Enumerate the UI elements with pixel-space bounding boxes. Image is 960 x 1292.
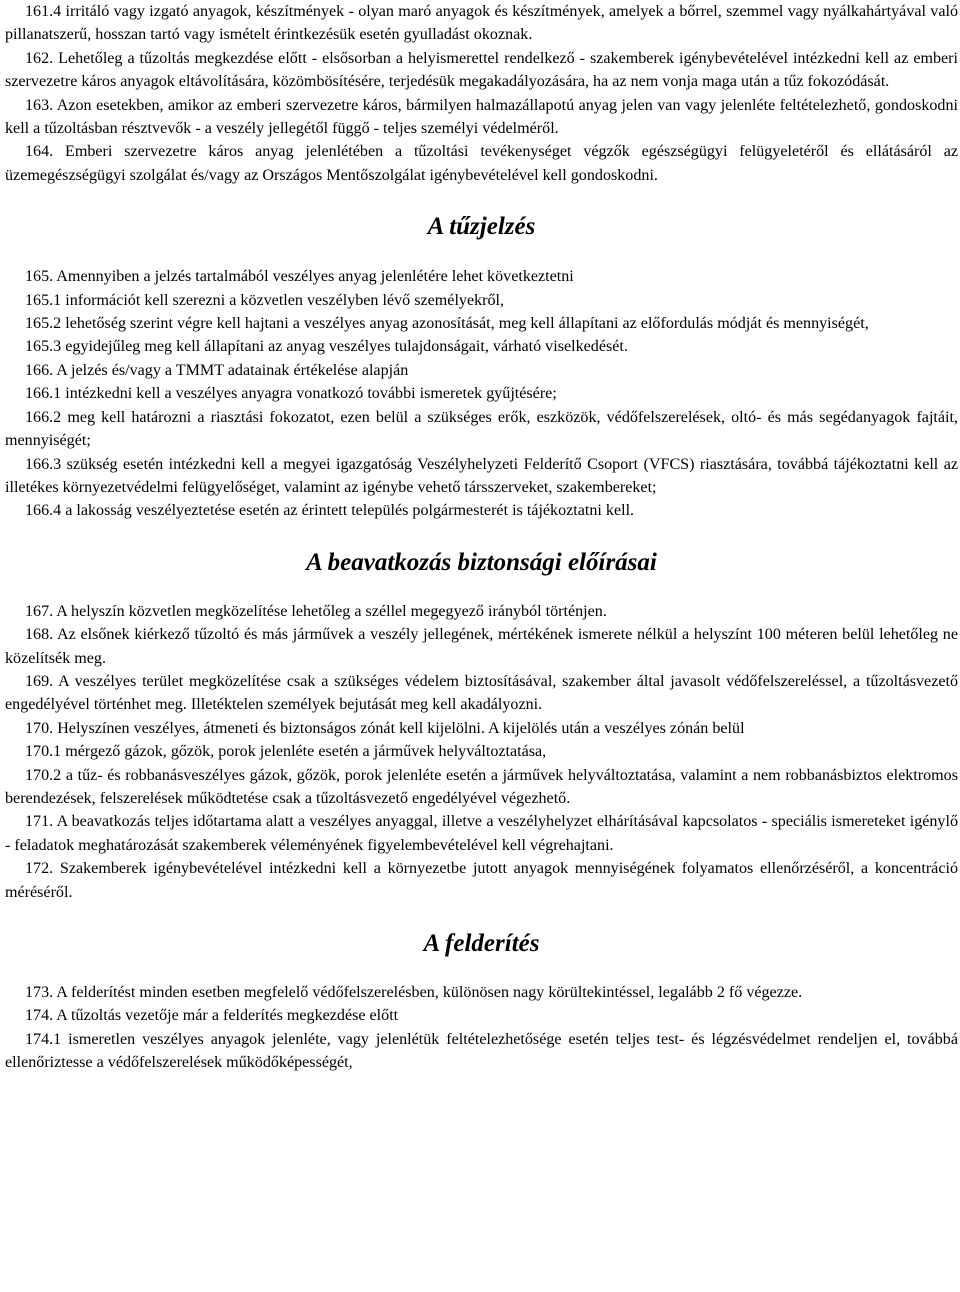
paragraph-165-3: 165.3 egyidejűleg meg kell állapítani az anyag veszélyes tulajdonságait, várható viselkedését. xyxy=(25,338,628,356)
paragraph-169: 169. A veszélyes terület megközelítése csak a szükséges védelem biztosításával, szakember által javasolt védőfelszereléssel, a tűzoltásvezető engedélyével történhet meg. Illetéktelen személyek bejutását meg kell akadályozni. xyxy=(5,672,958,714)
paragraph-173: 173. A felderítést minden esetben megfelelő védőfelszerelésben, különösen nagy körültekintéssel, legalább 2 fő végezze. xyxy=(25,984,803,1001)
paragraph-161-4: 161.4 irritáló vagy izgató anyagok, készítmények - olyan maró anyagok és készítmények, amelyek a bőrrel, szemmel vagy nyálkahártyával való pillanatszerű, hosszan tartó vagy ismételt érintkezésük esetén gyulladást okoznak. xyxy=(5,3,958,44)
paragraph-164: 164. Emberi szervezetre káros anyag jelenlétében a tűzoltási tevékenységet végzők egészségügyi felügyeletéről és ellátásáról az üzemegészségügyi szolgálat és/vagy az Országos Mentőszolgálat igénybevételével kell gondoskodni. xyxy=(5,143,958,184)
paragraph-170-2: 170.2 a tűz- és robbanásveszélyes gázok, gőzök, porok jelenléte esetén a járművek helyváltoztatása, valamint a nem robbanásbiztos elektromos berendezések, felszerelések működtetése csak a tűzoltásvezető engedélyével végezhető. xyxy=(5,766,958,807)
document-body xyxy=(5,0,958,1075)
paragraph-174-1: 174.1 ismeretlen veszélyes anyagok jelenléte, vagy jelenlétük feltételezhetősége esetén teljes test- és légzésvédelmet rendeljen el, továbbá ellenőriztesse a védőfelszerelések működőképességét, xyxy=(5,1030,958,1072)
paragraph-165-1: 165.1 információt kell szerezni a közvetlen veszélyben lévő személyekről, xyxy=(25,291,505,309)
paragraph-166-3: 166.3 szükség esetén intézkedni kell a megyei igazgatóság Veszélyhelyzeti Felderítő Csoport (VFCS) riasztására, továbbá tájékoztatni kell az illetékes környezetvédelmi felügyelőséget, valamint az igénybe vehető társszerveket, szakembereket; xyxy=(5,455,958,496)
paragraph-166-4: 166.4 a lakosság veszélyeztetése esetén az érintett település polgármesterét is tájékoztatni kell. xyxy=(25,502,635,520)
paragraph-167: 167. A helyszín közvetlen megközelítése lehetőleg a széllel megegyező irányból történjen. xyxy=(25,602,607,620)
paragraph-170: 170. Helyszínen veszélyes, átmeneti és biztonságos zónát kell kijelölni. A kijelölés után a veszélyes zónán belül xyxy=(25,719,745,737)
paragraph-168: 168. Az elsőnek kiérkező tűzoltó és más járművek a veszély jellegének, mértékének ismerete nélkül a helyszínt 100 méteren belül lehetőleg ne közelítsék meg. xyxy=(5,626,958,667)
paragraph-166-2: 166.2 meg kell határozni a riasztási fokozatot, ezen belül a szükséges erők, eszközök, védőfelszerelések, oltó- és más segédanyagok fajtáit, mennyiségét; xyxy=(5,408,958,450)
section-heading-tuzjelzes: A tűzjelzés xyxy=(427,213,536,241)
paragraph-165: 165. Amennyiben a jelzés tartalmából veszélyes anyag jelenlétére lehet következtetni xyxy=(25,268,574,286)
paragraph-170-1: 170.1 mérgező gázok, gőzök, porok jelenléte esetén a járművek helyváltoztatása, xyxy=(25,743,547,761)
paragraph-172: 172. Szakemberek igénybevételével intézkedni kell a környezetbe jutott anyagok mennyiségének folyamatos ellenőrzéséről, a koncentráció méréséről. xyxy=(5,860,958,901)
paragraph-166-1: 166.1 intézkedni kell a veszélyes anyagra vonatkozó további ismeretek gyűjtésére; xyxy=(25,385,557,403)
paragraph-171: 171. A beavatkozás teljes időtartama alatt a veszélyes anyaggal, illetve a veszélyhelyzet elhárításával kapcsolatos - speciális ismereteket igénylő - feladatok meghatározását szakemberek véleményének figyelembevételével kell végrehajtani. xyxy=(5,813,958,854)
paragraph-162: 162. Lehetőleg a tűzoltás megkezdése előtt - elsősorban a helyismerettel rendelkező - szakemberek igénybevételével intézkedni kell az emberi szervezetre káros anyagok eltávolítására, közömbösítésére, terjedésük megakadályozására, ha az nem vonja maga után a tűz fokozódását. xyxy=(5,49,958,91)
paragraph-165-2: 165.2 lehetőség szerint végre kell hajtani a veszélyes anyag azonosítását, meg kell állapítani az előfordulás módját és mennyiségét, xyxy=(25,315,869,333)
section-heading-beavatkozas-biztonsagi-eloirasai: A beavatkozás biztonsági előírásai xyxy=(306,548,657,576)
paragraph-163: 163. Azon esetekben, amikor az emberi szervezetre káros, bármilyen halmazállapotú anyag jelen van vagy jelenléte feltételezhető, gondoskodni kell a tűzoltásban résztvevők - a veszély jellegétől függő - teljes személyi védelméről. xyxy=(5,96,958,138)
paragraph-174: 174. A tűzoltás vezetője már a felderítés megkezdése előtt xyxy=(25,1007,399,1025)
section-heading-felderites: A felderítés xyxy=(423,930,540,957)
paragraph-166: 166. A jelzés és/vagy a TMMT adatainak értékelése alapján xyxy=(25,361,409,379)
